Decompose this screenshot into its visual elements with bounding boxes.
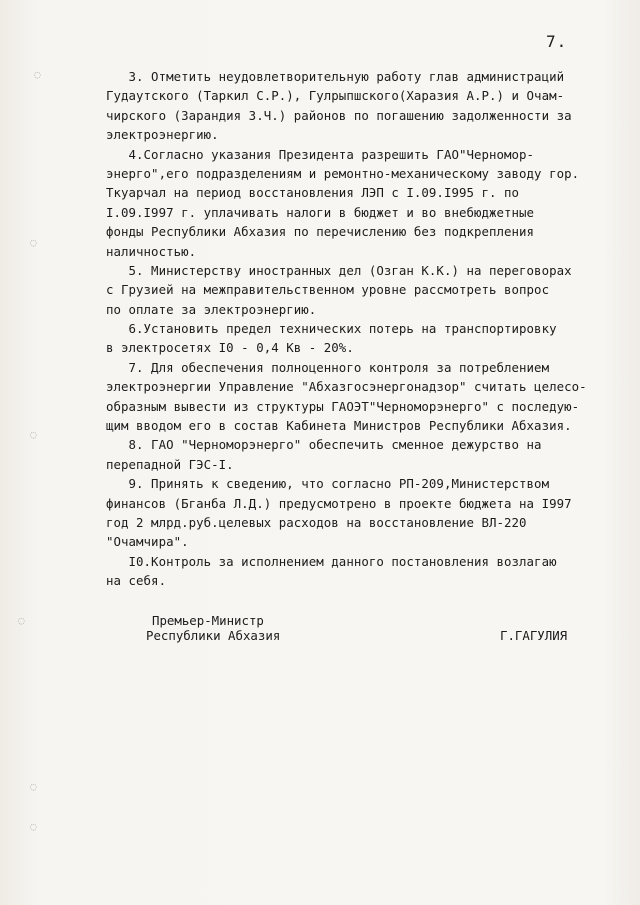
margin-scan-mark: ◌ [30,780,37,793]
page-number: 7. [546,32,568,51]
text-line: I.09.I997 г. уплачивать налоги в бюджет и во внебюджетные [106,204,535,220]
signature-block [0,612,640,652]
margin-scan-mark: ◌ [30,236,37,249]
text-line: "Очамчира". [106,534,189,550]
text-line: финансов (Бганба Л.Д.) предусмотрено в проекте бюджета на I997 [106,495,572,511]
text-line: электроэнергию. [106,127,219,143]
text-line: I0.Контроль за исполнением данного постановления возлагаю [106,553,557,569]
margin-scan-mark: ◌ [30,428,37,441]
margin-scan-mark: ◌ [30,820,37,833]
text-line: 6.Установить предел технических потерь на транспортировку [106,321,557,337]
text-line: наличностью. [106,243,197,259]
text-line: по оплате за электроэнергию. [106,301,317,317]
signatory-title: Премьер-Министр [152,613,264,628]
decree-body [106,67,606,591]
text-line: 9. Принять к сведению, что согласно РП-209,Министерством [106,476,550,492]
margin-scan-mark: ◌ [34,68,41,81]
text-line: с Грузией на межправительственном уровне рассмотреть вопрос [106,282,550,298]
text-line: образным вывести из структуры ГАОЭТ"Черноморэнерго" с последую- [106,398,580,414]
margin-scan-mark: ◌ [18,614,25,627]
text-line: 7. Для обеспечения полноценного контроля за потреблением [106,359,550,375]
signatory-title: Республики Абхазия [146,628,281,643]
text-line: год 2 млрд.руб.целевых расходов на восстановление ВЛ-220 [106,514,527,530]
text-line: 8. ГАО "Черноморэнерго" обеспечить сменное дежурство на [106,437,542,453]
signatory-name: Г.ГАГУЛИЯ [500,628,568,643]
text-line: 5. Министерству иностранных дел (Озган К.К.) на переговорах [106,262,572,278]
text-line: чирского (Зарандия З.Ч.) районов по погашению задолженности за [106,107,572,123]
text-line: на себя. [106,573,167,589]
text-line: электроэнергии Управление "Абхазгосэнергонадзор" считать целесо- [106,379,587,395]
text-line: фонды Республики Абхазия по перечислению без подкрепления [106,224,535,240]
text-line: в электросетях I0 - 0,4 Кв - 20%. [106,340,354,356]
text-line: 3. Отметить неудовлетворительную работу глав администраций [106,69,565,84]
text-line: щим вводом его в состав Кабинета Министров Республики Абхазия. [106,418,572,434]
text-line: перепадной ГЭС-I. [106,456,234,472]
text-line: 4.Согласно указания Президента разрешить ГАО"Черномор- [106,146,535,162]
text-line: энерго",его подразделениям и ремонтно-механическому заводу гор. [106,165,580,181]
text-line: Ткуарчал на период восстановления ЛЭП с I.09.I995 г. по [106,185,520,201]
text-line: Гудаутского (Таркил С.Р.), Гулрыпшского(Харазия А.Р.) и Очам- [106,88,565,104]
